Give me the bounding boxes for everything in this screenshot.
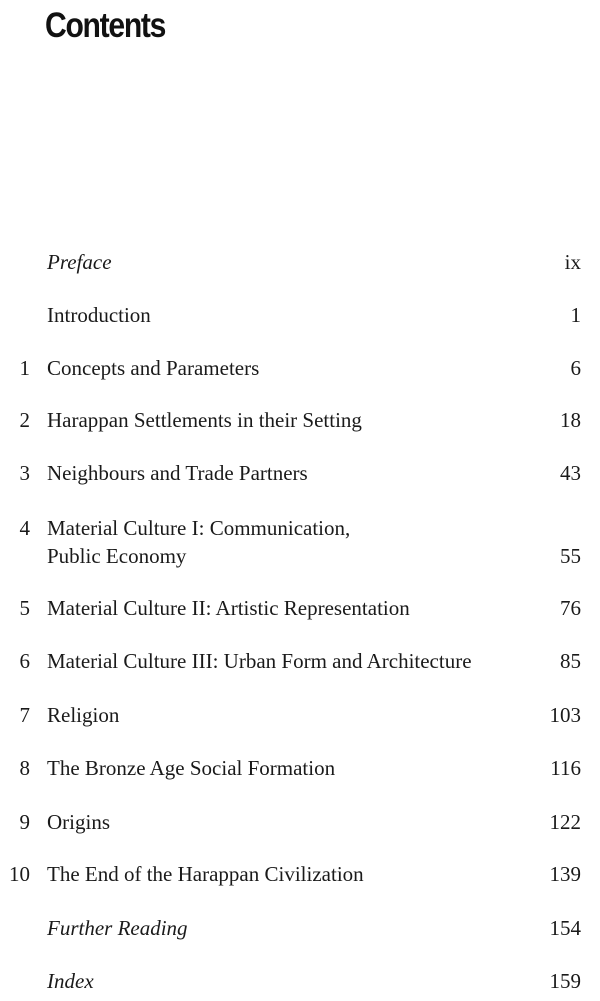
entry-title-line-1: Material Culture I: Communication, [47, 516, 351, 540]
entry-title: Origins [47, 810, 110, 834]
entry-title: Introduction [47, 303, 151, 327]
page-number: ix [564, 250, 581, 274]
page-number: 85 [560, 649, 581, 673]
page-number: 159 [549, 969, 581, 993]
entry-title: Preface [47, 250, 112, 274]
entry-title: The End of the Harappan Civilization [47, 862, 364, 886]
page-number: 103 [549, 703, 581, 727]
chapter-number: 8 [19, 756, 30, 780]
entry-title: Religion [47, 703, 120, 727]
chapter-number: 5 [19, 596, 30, 620]
entry-title: Neighbours and Trade Partners [47, 461, 308, 485]
chapter-number: 2 [19, 408, 30, 432]
page-number: 154 [549, 916, 581, 940]
page-number: 116 [550, 756, 581, 780]
page-title: Contents [45, 6, 166, 45]
chapter-number: 4 [19, 516, 30, 540]
entry-title: Further Reading [47, 916, 188, 940]
page-number: 76 [560, 596, 581, 620]
entry-title: Harappan Settlements in their Setting [47, 408, 362, 432]
entry-title: Material Culture III: Urban Form and Architecture [47, 649, 472, 673]
entry-title: Concepts and Parameters [47, 356, 260, 380]
page-number: 139 [549, 862, 581, 886]
entry-title: Material Culture II: Artistic Representation [47, 596, 410, 620]
chapter-number: 3 [19, 461, 30, 485]
entry-title-line-2: Public Economy [47, 544, 187, 568]
page-number: 18 [560, 408, 581, 432]
page-number: 1 [570, 303, 581, 327]
entry-title: Index [47, 969, 94, 993]
chapter-number: 1 [19, 356, 30, 380]
page-number: 122 [549, 810, 581, 834]
chapter-number: 6 [19, 649, 30, 673]
chapter-number: 10 [9, 862, 30, 886]
page-number: 43 [560, 461, 581, 485]
chapter-number: 7 [19, 703, 30, 727]
page-number: 55 [560, 544, 581, 568]
chapter-number: 9 [19, 810, 30, 834]
page-number: 6 [570, 356, 581, 380]
entry-title: The Bronze Age Social Formation [47, 756, 336, 780]
